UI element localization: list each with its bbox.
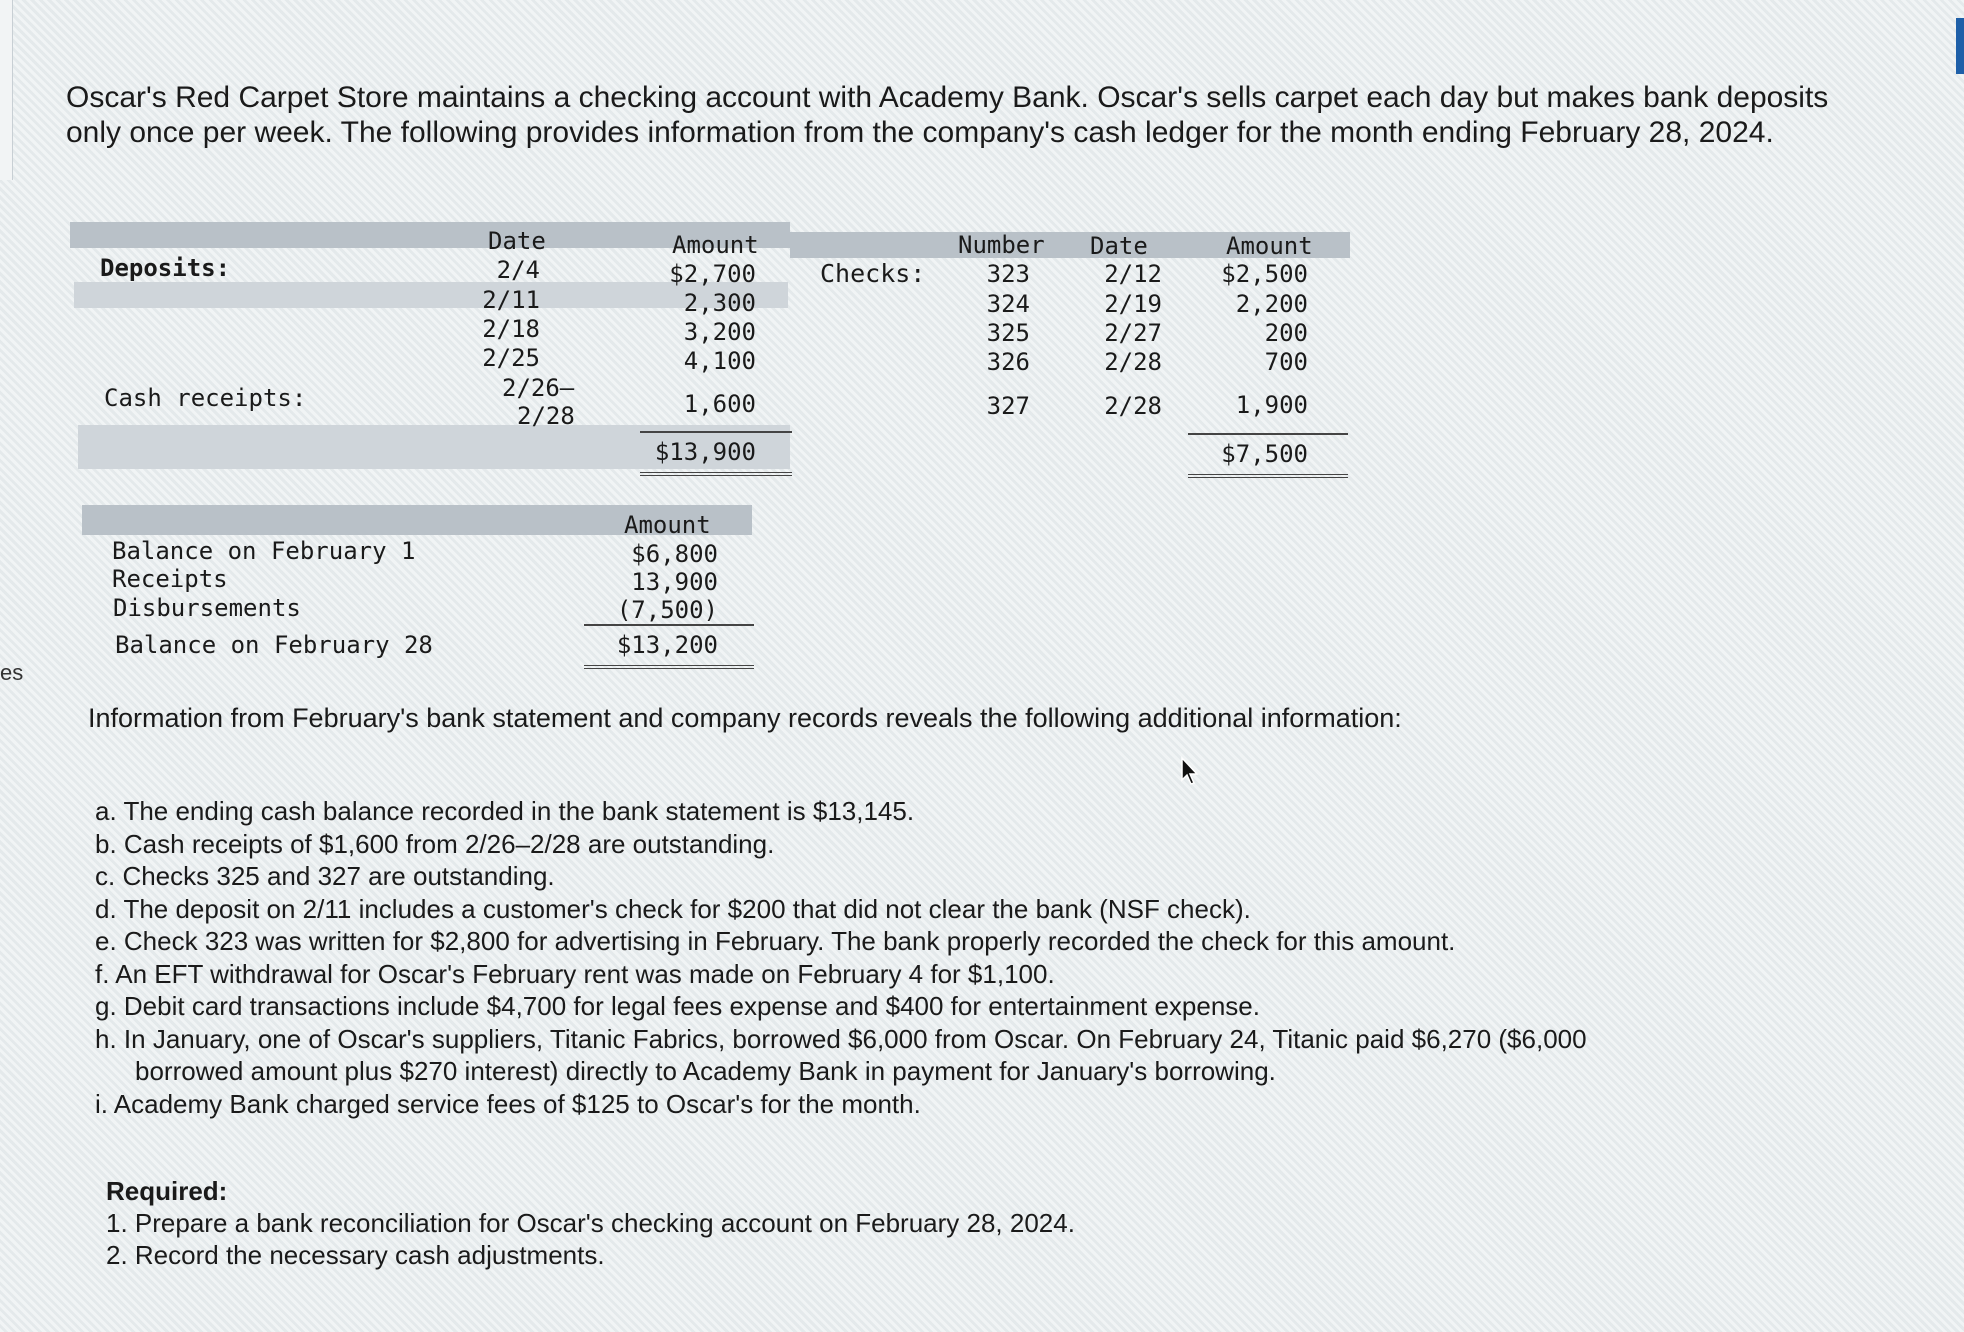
balance-ending-amount: $13,200 — [616, 631, 718, 659]
deposit-total: $13,900 — [654, 438, 756, 466]
balance-row-label: Balance on February 1 — [112, 537, 416, 565]
check-amount: 2,200 — [1235, 290, 1308, 318]
deposit-date: 2/18 — [482, 315, 540, 343]
list-item-continuation: borrowed amount plus $270 interest) directly to Academy Bank in payment for January's borrowing. — [135, 1056, 1276, 1086]
deposit-date: 2/11 — [482, 286, 540, 314]
balance-ending-label: Balance on February 28 — [115, 631, 433, 659]
required-item: 2. Record the necessary cash adjustments. — [106, 1240, 605, 1270]
check-amount: 200 — [1264, 319, 1308, 347]
list-item: g. Debit card transactions include $4,700 for legal fees expense and $400 for entertainment expense. — [95, 991, 1260, 1021]
intro-paragraph: Oscar's Red Carpet Store maintains a checking account with Academy Bank. Oscar's sells carpet each day but makes bank deposits only once per week. The following provides information from the company's cash ledger for the month ending February 28, 2024. — [66, 81, 1829, 149]
deposit-amount: 4,100 — [683, 347, 756, 375]
check-amount: 700 — [1264, 348, 1308, 376]
deposits-label: Deposits: — [100, 254, 231, 282]
check-date: 2/27 — [1104, 319, 1162, 347]
check-number-header: Number — [958, 231, 1045, 259]
list-item: f. An EFT withdrawal for Oscar's February rent was made on February 4 for $1,100. — [95, 958, 1055, 989]
check-number: 325 — [986, 319, 1030, 347]
deposit-amount: $2,700 — [669, 260, 756, 288]
list-item: b. Cash receipts of $1,600 from 2/26–2/28 are outstanding. — [95, 828, 775, 859]
cash-receipts-amount: 1,600 — [683, 390, 756, 418]
list-item: c. Checks 325 and 327 are outstanding. — [95, 861, 555, 891]
check-number: 323 — [986, 260, 1030, 288]
left-panel-edge — [0, 0, 13, 180]
check-total-double-rule — [1188, 474, 1348, 478]
deposit-total-double-rule — [640, 472, 792, 476]
deposit-amount-header: Amount — [672, 231, 759, 259]
balance-row-label: Disbursements — [113, 594, 301, 622]
check-number: 326 — [986, 348, 1030, 376]
deposit-total-rule — [640, 431, 792, 433]
cash-receipts-label: Cash receipts: — [104, 384, 307, 412]
edge-text: es — [0, 660, 24, 685]
check-date: 2/28 — [1104, 392, 1162, 420]
deposit-amount: 3,200 — [683, 318, 756, 346]
check-number: 327 — [986, 392, 1030, 420]
list-item: e. Check 323 was written for $2,800 for advertising in February. The bank properly recorded the check for this amount. — [95, 926, 1456, 956]
balance-row-label: Receipts — [112, 565, 228, 593]
balance-row-amount: 13,900 — [631, 568, 718, 596]
check-total-rule — [1188, 433, 1348, 435]
info-heading: Information from February's bank statement and company records reveals the following additional information: — [88, 703, 1402, 733]
check-date: 2/19 — [1104, 290, 1162, 318]
check-amount: $2,500 — [1221, 260, 1308, 288]
mouse-pointer-icon — [1180, 756, 1200, 791]
checks-label: Checks: — [820, 259, 926, 288]
deposit-date: 2/4 — [496, 256, 540, 284]
check-total: $7,500 — [1221, 440, 1308, 468]
scrollbar-edge[interactable] — [1956, 18, 1964, 74]
additional-info-list — [95, 795, 1587, 1120]
check-amount: 1,900 — [1235, 391, 1308, 419]
list-item: i. Academy Bank charged service fees of $125 to Oscar's for the month. — [95, 1088, 921, 1119]
deposit-date-header: Date — [488, 227, 546, 255]
check-date-header: Date — [1090, 232, 1148, 260]
deposit-date: 2/25 — [482, 344, 540, 372]
list-item: d. The deposit on 2/11 includes a customer's check for $200 that did not clear the bank (NSF check). — [95, 893, 1251, 924]
required-heading: Required: — [106, 1176, 228, 1206]
cash-receipts-date-end: 2/28 — [517, 402, 575, 430]
check-number: 324 — [986, 290, 1030, 318]
check-date: 2/28 — [1104, 348, 1162, 376]
required-section — [106, 1175, 1075, 1271]
deposit-amount: 2,300 — [683, 289, 756, 317]
list-item: h. In January, one of Oscar's suppliers, Titanic Fabrics, borrowed $6,000 from Oscar. On February 24, Titanic paid $6,270 ($6,000 — [95, 1023, 1587, 1054]
balance-total-rule — [584, 624, 754, 626]
cash-receipts-date-start: 2/26– — [502, 374, 575, 402]
check-date: 2/12 — [1104, 260, 1162, 288]
required-item: 1. Prepare a bank reconciliation for Oscar's checking account on February 28, 2024. — [106, 1208, 1075, 1238]
check-amount-header: Amount — [1226, 232, 1313, 260]
balance-row-amount: $6,800 — [631, 540, 718, 568]
balance-amount-header: Amount — [624, 511, 711, 539]
list-item: a. The ending cash balance recorded in the bank statement is $13,145. — [95, 796, 915, 826]
balance-total-double-rule — [584, 665, 754, 669]
balance-row-amount: (7,500) — [616, 596, 718, 624]
